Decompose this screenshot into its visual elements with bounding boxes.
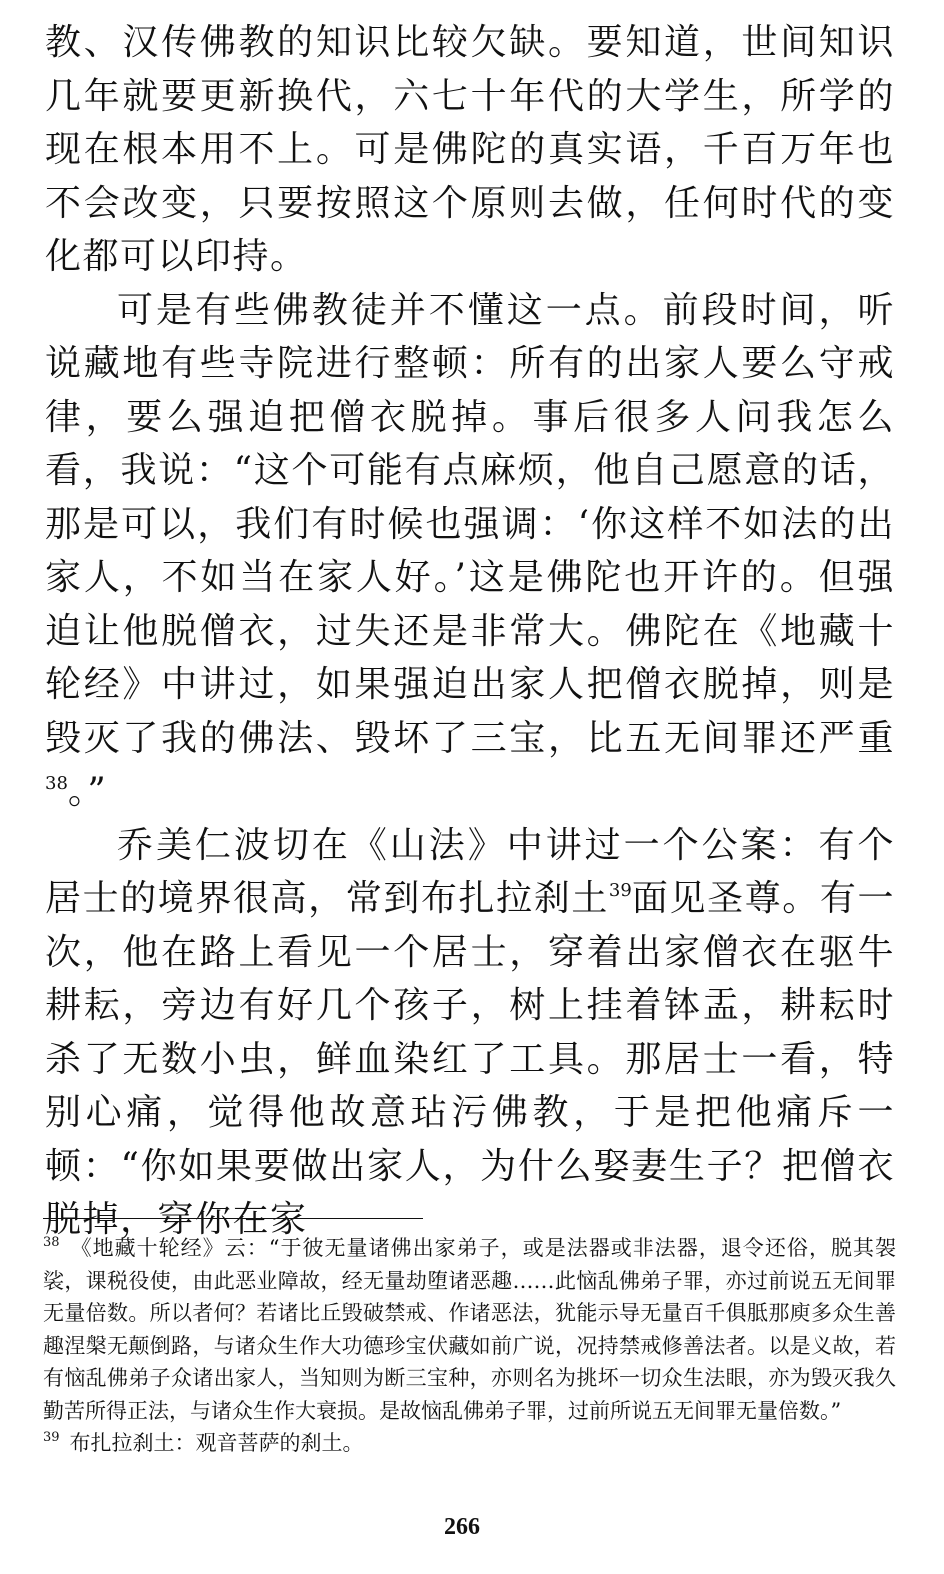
footnote-38 xyxy=(43,1232,896,1427)
footnote-ref-39[interactable]: 39 xyxy=(608,880,632,901)
paragraph-2 xyxy=(45,284,895,819)
paragraph-2-text: 可是有些佛教徒并不懂这一点。前段时间，听说藏地有些寺院进行整顿：所有的出家人要么守戒律，要么强迫把僧衣脱掉。事后很多人问我怎么看，我说：“这个可能有点麻烦，他自己愿意的话，那是可以，我们有时候也强调：‘你这样不如法的出家人，不如当在家人好。’这是佛陀也开许的。但强迫让他脱僧衣，过失还是非常大。佛陀在《地藏十轮经》中讲过，如果强迫出家人把僧衣脱掉，则是毁灭了我的佛法、毁坏了三宝，比五无间罪还严重 xyxy=(45,289,895,759)
footnote-39 xyxy=(43,1427,896,1460)
page-number: 266 xyxy=(444,1514,480,1540)
paragraph-1-text: 教、汉传佛教的知识比较欠缺。要知道，世间知识几年就要更新换代，六七十年代的大学生，所学的现在根本用不上。可是佛陀的真实语，千百万年也不会改变，只要按照这个原则去做，任何时代的变化都可以印持。 xyxy=(45,22,895,277)
paragraph-3 xyxy=(45,819,895,1247)
paragraph-2-tail: 。” xyxy=(67,771,108,812)
footnote-text: 《地藏十轮经》云：“于彼无量诸佛出家弟子，或是法器或非法器，退令还俗，脱其袈裟，课税役使，由此恶业障故，经无量劫堕诸恶趣……此恼乱佛弟子罪，亦过前说五无间罪无量倍数。所以者何？若诸比丘毁破禁戒、作诸恶法，犹能示导无量百千俱胝那庾多众生善趣涅槃无颠倒路，与诸众生作大功德珍宝伏藏如前广说，况持禁戒修善法者。以是义故，若有恼乱佛弟子众诸出家人，当知则为断三宝种，亦则名为挑坏一切众生法眼，亦为毁灭我久勤苦所得正法，与诸众生作大衰损。是故恼乱佛弟子罪，过前所说五无间罪无量倍数。” xyxy=(43,1236,896,1423)
paragraph-3-text: 乔美仁波切在《山法》中讲过一个公案：有个居士的境界很高，常到布扎拉刹土 xyxy=(45,824,895,919)
footnote-divider xyxy=(43,1218,423,1219)
footnote-number: 39 xyxy=(43,1430,60,1445)
paragraph-1 xyxy=(45,16,895,284)
main-text xyxy=(45,16,895,1247)
footnote-number: 38 xyxy=(43,1235,60,1250)
footnote-text: 布扎拉刹土：观音菩萨的刹土。 xyxy=(69,1431,364,1455)
footnote-ref-38[interactable]: 38 xyxy=(45,773,68,794)
footnotes xyxy=(43,1232,896,1460)
paragraph-3-tail: 面见圣尊。有一次，他在路上看见一个居士，穿着出家僧衣在驱牛耕耘，旁边有好几个孩子，树上挂着钵盂，耕耘时杀了无数小虫，鲜血染红了工具。那居士一看，特别心痛，觉得他故意玷污佛教，于是把他痛斥一顿：“你如果要做出家人，为什么娶妻生子？把僧衣脱掉，穿你在家 xyxy=(45,878,895,1240)
